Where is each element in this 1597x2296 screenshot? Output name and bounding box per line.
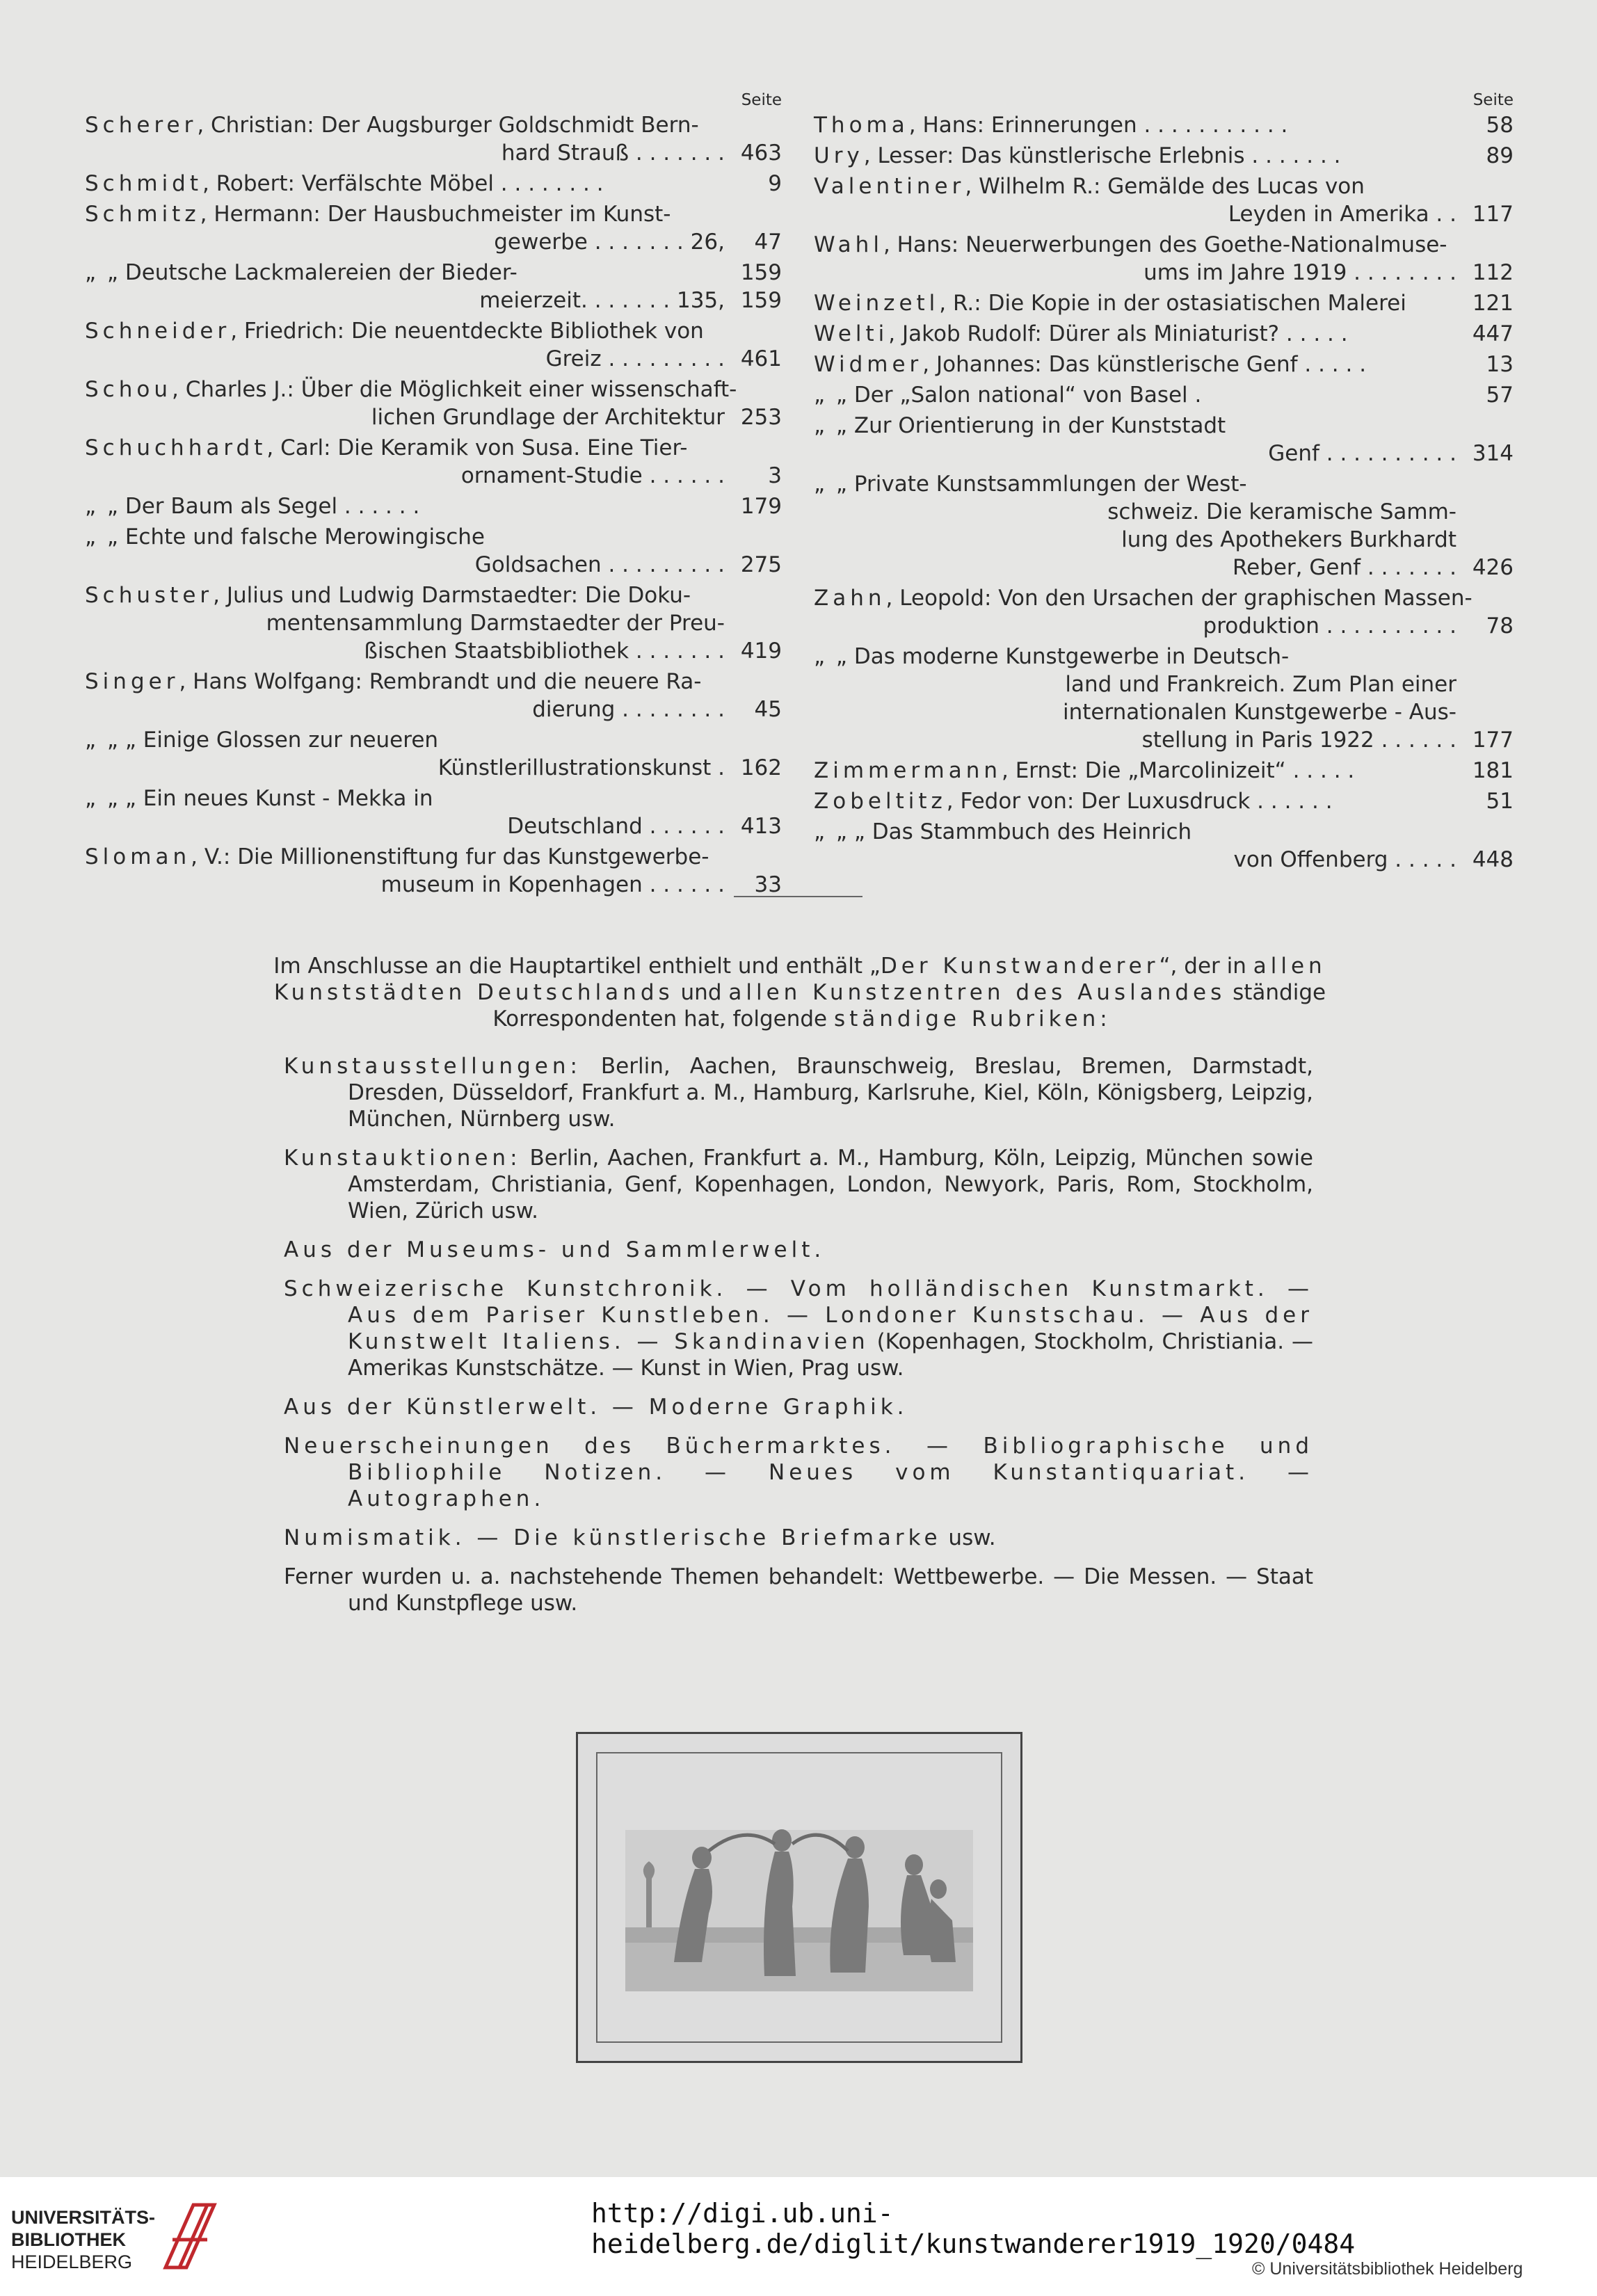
index-entry <box>85 785 782 840</box>
page-number: 89 <box>1486 143 1514 168</box>
page-number: 33 <box>754 872 782 897</box>
index-line <box>814 440 1514 467</box>
permalink-url[interactable]: http://digi.ub.uni-heidelberg.de/diglit/kunstwanderer1919_1920/0484 <box>591 2198 1356 2259</box>
article-title: internationalen Kunstgewerbe - Aus- <box>1062 700 1456 725</box>
article-title: hard Strauß . . . . . . . <box>501 141 725 166</box>
index-entry <box>814 381 1514 409</box>
page-number: 447 <box>1472 321 1514 346</box>
library-logo-icon <box>159 2198 223 2274</box>
article-title: Neuerwerbungen des Goethe-Nationalmuse- <box>965 232 1447 257</box>
dancing-figures-illustration <box>597 1753 1001 2040</box>
page-number: 45 <box>754 697 782 722</box>
author-surname: Ury <box>814 143 864 168</box>
index-entry <box>85 668 782 723</box>
index-column-left <box>85 90 782 901</box>
index-line <box>814 671 1514 698</box>
article-title: Die neuentdeckte Bibliothek von <box>351 319 704 344</box>
index-entry <box>814 643 1514 754</box>
article-title: mentensammlung Darmstaedter der Preu- <box>266 611 725 636</box>
index-column-right <box>814 90 1514 876</box>
page-number: 275 <box>740 552 782 577</box>
author-surname: Weinzetl <box>814 291 940 316</box>
author-surname: Valentiner <box>814 174 965 199</box>
article-title: Zur Orientierung in der Kunststadt <box>853 413 1226 438</box>
rubrik-item <box>284 1525 1313 1551</box>
index-entry <box>814 142 1514 170</box>
page-number: 78 <box>1486 613 1514 639</box>
article-title: von Offenberg . . . . . <box>1233 847 1456 872</box>
author-given-name: „ <box>100 260 118 285</box>
index-line <box>85 551 782 579</box>
author-given-name: , Hans: <box>908 113 985 138</box>
index-line <box>85 696 782 723</box>
page-number: 51 <box>1486 789 1514 814</box>
page-number: 9 <box>768 171 782 196</box>
article-title: Echte und falsche Merowingische <box>125 524 485 549</box>
article-title: Greiz . . . . . . . . . <box>545 346 725 371</box>
author-given-name: „ „ <box>829 819 865 844</box>
author-given-name: , Ernst: <box>1002 758 1078 783</box>
article-title: Private Kunstsammlungen der West- <box>853 472 1247 497</box>
article-title: Der Luxusdruck . . . . . . <box>1081 789 1333 814</box>
article-title: Leyden in Amerika . . <box>1228 202 1456 227</box>
rubrik-heading: Neuerscheinungen des Büchermarktes. — Bibliographische und Bibliophile Notizen. — Neues vom Kunstantiquariat. — Autographen. <box>284 1434 1313 1511</box>
author-given-name: , Johannes: <box>922 352 1042 377</box>
index-line <box>85 668 782 696</box>
intro-text: und <box>673 980 729 1005</box>
index-line <box>814 381 1514 409</box>
rubrik-item <box>284 1564 1313 1616</box>
index-line <box>814 584 1514 612</box>
article-title: Über die Möglichkeit einer wissenschaft- <box>300 377 737 402</box>
article-title: Das Stammbuch des Heinrich <box>872 819 1192 844</box>
article-title: schweiz. Die keramische Samm- <box>1107 499 1456 524</box>
index-entries-left <box>85 111 782 899</box>
article-title: Der Baum als Segel . . . . . . <box>125 494 420 519</box>
index-line <box>814 172 1514 200</box>
article-title: Deutsche Lackmalereien der Bieder- <box>125 260 517 285</box>
author-given-name: , Leopold: <box>885 586 992 611</box>
author-surname: Wahl <box>814 232 883 257</box>
article-title: ßischen Staatsbibliothek . . . . . . . <box>364 639 725 664</box>
index-line <box>85 462 782 490</box>
index-entry <box>85 434 782 490</box>
index-entry <box>85 376 782 431</box>
index-entry <box>85 200 782 256</box>
index-line <box>814 200 1514 228</box>
index-line <box>814 757 1514 785</box>
index-line <box>85 317 782 345</box>
index-entry <box>85 317 782 373</box>
author-given-name: , Christian: <box>197 113 314 138</box>
page-number: 112 <box>1472 260 1514 285</box>
seite-label: Seite <box>1472 91 1514 109</box>
rubrik-heading: Kunstauktionen: <box>284 1146 522 1171</box>
index-entry <box>814 289 1514 317</box>
index-entry <box>814 320 1514 348</box>
index-entry <box>85 843 782 899</box>
rubrik-item <box>284 1145 1313 1224</box>
author-surname: „ <box>814 413 830 438</box>
index-entry <box>814 351 1514 378</box>
index-line <box>85 403 782 431</box>
author-given-name: , V.: <box>191 844 231 869</box>
journal-title: Der Kunstwanderer <box>880 954 1159 979</box>
index-line <box>814 289 1514 317</box>
index-line <box>85 200 782 228</box>
index-line <box>85 637 782 665</box>
article-title: stellung in Paris 1922 . . . . . . <box>1141 728 1456 753</box>
index-line <box>814 412 1514 440</box>
index-line <box>814 142 1514 170</box>
author-surname: Zimmermann <box>814 758 1002 783</box>
article-title: land und Frankreich. Zum Plan einer <box>1065 672 1456 697</box>
index-entry <box>814 584 1514 640</box>
author-surname: Widmer <box>814 352 923 377</box>
article-title: Gemälde des Lucas von <box>1107 174 1365 199</box>
rubrik-heading: Numismatik. — Die künstlerische Briefmarke <box>284 1525 942 1550</box>
page-number: 181 <box>1472 758 1514 783</box>
article-title: Rembrandt und die neuere Ra- <box>369 669 702 694</box>
index-entry <box>814 787 1514 815</box>
index-line <box>85 609 782 637</box>
index-entry <box>85 259 782 314</box>
library-logo: UNIVERSITÄTS- BIBLIOTHEK HEIDELBERG <box>11 2207 156 2272</box>
index-entry <box>85 111 782 167</box>
article-title: Reber, Genf . . . . . . . <box>1232 555 1456 580</box>
index-line <box>85 111 782 139</box>
intro-text: : <box>1100 1006 1107 1031</box>
index-line <box>85 726 782 754</box>
index-entry <box>814 757 1514 785</box>
author-surname: Schmidt <box>85 171 203 196</box>
article-title: Einige Glossen zur neueren <box>143 728 439 753</box>
page-number: 314 <box>1472 441 1514 466</box>
rubrik-heading: Aus der Künstlerwelt. — Moderne Graphik. <box>284 1395 908 1420</box>
author-surname: Welti <box>814 321 889 346</box>
article-title: Ein neues Kunst - Mekka in <box>143 786 433 811</box>
article-title: Das künstlerische Genf . . . . . <box>1048 352 1367 377</box>
author-surname: Singer <box>85 669 179 694</box>
author-surname: Schmitz <box>85 202 200 227</box>
index-line <box>85 287 782 314</box>
article-title: Goldsachen . . . . . . . . . <box>474 552 725 577</box>
index-line <box>85 228 782 256</box>
index-entry <box>85 170 782 198</box>
author-given-name: „ <box>100 524 118 549</box>
index-line <box>814 726 1514 754</box>
author-surname: Zahn <box>814 586 886 611</box>
page-number: 179 <box>740 494 782 519</box>
author-given-name: „ <box>829 644 847 669</box>
article-title: ornament-Studie . . . . . . <box>460 463 725 488</box>
article-title: Von den Ursachen der graphischen Massen- <box>998 586 1472 611</box>
index-line <box>814 612 1514 640</box>
author-surname: „ <box>85 494 101 519</box>
author-given-name: „ <box>829 383 847 408</box>
index-line <box>814 231 1514 259</box>
index-line <box>85 785 782 812</box>
article-title: meierzeit. . . . . . . 135, <box>479 288 725 313</box>
library-footer <box>0 2177 1597 2296</box>
seite-label: Seite <box>741 91 782 109</box>
page-number: 177 <box>1472 728 1514 753</box>
intro-emphasis: ständige Rubriken <box>833 1006 1100 1031</box>
rubriken-list <box>284 1053 1313 1629</box>
article-title: Der Augsburger Goldschmidt Bern- <box>321 113 699 138</box>
article-title: Das moderne Kunstgewerbe in Deutsch- <box>853 644 1290 669</box>
index-line <box>85 345 782 373</box>
rubrik-body: Ferner wurden u. a. nachstehende Themen behandelt: Wettbewerbe. — Die Messen. — Staat und Kunstpflege usw. <box>284 1564 1313 1616</box>
intro-emphasis: allen Kunststädten Deutschlands <box>273 954 1326 1005</box>
decorative-engraving <box>576 1732 1022 2063</box>
rubrik-item <box>284 1394 1313 1420</box>
index-entry <box>85 523 782 579</box>
author-given-name: , Lesser: <box>863 143 954 168</box>
author-given-name: , Wilhelm R.: <box>965 174 1101 199</box>
index-line <box>85 581 782 609</box>
index-line <box>814 320 1514 348</box>
index-line <box>85 376 782 403</box>
page-number: 13 <box>1486 352 1514 377</box>
index-entry <box>814 818 1514 874</box>
article-title: Dürer als Miniaturist? . . . . . <box>1048 321 1348 346</box>
author-given-name: „ <box>829 413 847 438</box>
index-entry <box>814 172 1514 228</box>
author-surname: „ <box>85 260 101 285</box>
author-given-name: , Fedor von: <box>946 789 1075 814</box>
author-given-name: , Jakob Rudolf: <box>888 321 1042 346</box>
page-number: 57 <box>1486 383 1514 408</box>
author-given-name: , Robert: <box>202 171 295 196</box>
index-entry <box>814 412 1514 467</box>
index-line <box>85 434 782 462</box>
index-line <box>814 498 1514 526</box>
article-title: Der Hausbuchmeister im Kunst- <box>327 202 671 227</box>
author-given-name: , Carl: <box>266 435 331 460</box>
intro-text: ständige Korrespondenten hat, folgende <box>492 980 1326 1031</box>
intro-text: “, der in <box>1159 954 1253 979</box>
author-surname: Schneider <box>85 319 231 344</box>
page-number: 448 <box>1472 847 1514 872</box>
author-given-name: , Hans Wolfgang: <box>179 669 362 694</box>
author-surname: Thoma <box>814 113 909 138</box>
index-line <box>85 170 782 198</box>
author-surname: Zobeltitz <box>814 789 947 814</box>
article-title: Erinnerungen . . . . . . . . . . . <box>990 113 1288 138</box>
intro-paragraph <box>216 953 1384 1032</box>
index-entry <box>85 581 782 665</box>
intro-text: Im Anschlusse an die Hauptartikel enthielt und enthält „ <box>273 954 881 979</box>
index-line <box>814 526 1514 554</box>
page-number: 121 <box>1472 291 1514 316</box>
rubrik-item <box>284 1276 1313 1381</box>
article-title: Die Kopie in der ostasiatischen Malerei <box>988 291 1406 316</box>
rubrik-heading: Schweizerische Kunstchronik. — Vom holländischen Kunstmarkt. — Aus dem Pariser Kunstleben. — Londoner Kunstschau. — Aus der Kunstwelt Italiens. — Skandinavien <box>284 1276 1313 1354</box>
rubrik-item <box>284 1053 1313 1132</box>
article-title: Künstlerillustrationskunst . <box>438 755 725 780</box>
author-surname: Schuster <box>85 583 214 608</box>
author-given-name: „ „ <box>100 728 136 753</box>
index-line <box>814 846 1514 874</box>
index-line <box>85 843 782 871</box>
index-entry <box>814 470 1514 581</box>
index-entry <box>85 726 782 782</box>
page-number: 463 <box>740 141 782 166</box>
author-surname: Scherer <box>85 113 198 138</box>
author-given-name: , Hans: <box>883 232 959 257</box>
author-surname: Schou <box>85 377 172 402</box>
author-surname: „ <box>814 383 830 408</box>
index-line <box>85 812 782 840</box>
article-title: Der „Salon national“ von Basel . <box>853 383 1202 408</box>
index-line <box>85 523 782 551</box>
article-title: Das künstlerische Erlebnis . . . . . . . <box>961 143 1341 168</box>
page-number: 3 <box>768 463 782 488</box>
author-given-name: „ „ <box>100 786 136 811</box>
article-title: Verfälschte Möbel . . . . . . . . <box>301 171 604 196</box>
article-title: Die Keramik von Susa. Eine Tier- <box>337 435 688 460</box>
page-number: 461 <box>740 346 782 371</box>
index-line <box>814 643 1514 671</box>
intro-emphasis: allen Kunstzentren des Auslandes <box>728 980 1226 1005</box>
page-number: 159 <box>740 288 782 313</box>
author-given-name: , R.: <box>939 291 981 316</box>
index-line <box>85 754 782 782</box>
rubrik-body: usw. <box>941 1525 996 1550</box>
article-title: museum in Kopenhagen . . . . . . <box>380 872 725 897</box>
index-line <box>814 554 1514 581</box>
rubrik-heading: Kunstausstellungen: <box>284 1054 581 1079</box>
index-line <box>85 139 782 167</box>
article-title: Die Doku- <box>584 583 691 608</box>
index-line <box>85 871 782 899</box>
article-title: Deutschland . . . . . . <box>507 814 725 839</box>
index-line <box>814 787 1514 815</box>
author-surname: „ <box>85 524 101 549</box>
author-surname: „ <box>85 786 101 811</box>
author-given-name: , Friedrich: <box>230 319 345 344</box>
author-surname: Schuchhardt <box>85 435 267 460</box>
rubrik-heading: Aus der Museums- und Sammlerwelt. <box>284 1237 826 1262</box>
article-title: Die „Marcolinizeit“ . . . . . <box>1084 758 1355 783</box>
page-number: 58 <box>1486 113 1514 138</box>
article-title: Genf . . . . . . . . . . <box>1268 441 1456 466</box>
copyright-notice: © Universitätsbibliothek Heidelberg <box>1252 2259 1523 2279</box>
page-number: 413 <box>740 814 782 839</box>
section-divider <box>734 896 862 897</box>
article-title: Die Millionenstiftung fur das Kunstgewerbe- <box>237 844 709 869</box>
author-surname: „ <box>814 644 830 669</box>
article-title: lichen Grundlage der Architektur <box>371 405 725 430</box>
index-line <box>85 492 782 520</box>
index-line <box>85 259 782 287</box>
index-line <box>814 351 1514 378</box>
rubrik-body: Berlin, Aachen, Braunschweig, Breslau, Bremen, Darmstadt, Dresden, Düsseldorf, Frankfurt a. M., Hamburg, Karlsruhe, Kiel, Köln, Königsberg, Leipzig, München, Nürnberg usw. <box>348 1054 1313 1132</box>
author-surname: „ <box>814 819 830 844</box>
author-given-name: , Julius und Ludwig Darmstaedter: <box>213 583 579 608</box>
rubrik-item <box>284 1237 1313 1263</box>
author-given-name: , Hermann: <box>200 202 321 227</box>
page-number: 253 <box>740 405 782 430</box>
article-title: lung des Apothekers Burkhardt <box>1121 527 1456 552</box>
author-surname: „ <box>814 472 830 497</box>
index-line <box>814 470 1514 498</box>
index-line <box>814 259 1514 287</box>
index-line <box>814 698 1514 726</box>
article-title: ums im Jahre 1919 . . . . . . . . <box>1143 260 1456 285</box>
index-line <box>814 818 1514 846</box>
index-entry <box>814 111 1514 139</box>
rubrik-item <box>284 1433 1313 1512</box>
author-surname: Sloman <box>85 844 191 869</box>
article-title: gewerbe . . . . . . . 26, <box>494 230 725 255</box>
author-given-name: „ <box>100 494 118 519</box>
index-entries-right <box>814 111 1514 874</box>
author-given-name: , Charles J.: <box>171 377 294 402</box>
page-number: 426 <box>1472 555 1514 580</box>
article-title: dierung . . . . . . . . <box>532 697 725 722</box>
author-given-name: „ <box>829 472 847 497</box>
index-entry <box>814 231 1514 287</box>
page-number: 162 <box>740 755 782 780</box>
index-line <box>814 111 1514 139</box>
page-number: 159 <box>740 260 782 285</box>
page-number: 117 <box>1472 202 1514 227</box>
rubrik-body: Berlin, Aachen, Frankfurt a. M., Hamburg, Köln, Leipzig, München sowie Amsterdam, Christiania, Genf, Kopenhagen, London, Newyork, Paris, Rom, Stockholm, Wien, Zürich usw. <box>348 1146 1313 1223</box>
index-entry <box>85 492 782 520</box>
rubrik-body: (Kopenhagen, Stockholm, Christiania. — Amerikas Kunstschätze. — Kunst in Wien, Prag usw. <box>348 1329 1313 1381</box>
page-number: 47 <box>754 230 782 255</box>
article-title: produktion . . . . . . . . . . <box>1203 613 1456 639</box>
author-surname: „ <box>85 728 101 753</box>
page-number: 419 <box>740 639 782 664</box>
